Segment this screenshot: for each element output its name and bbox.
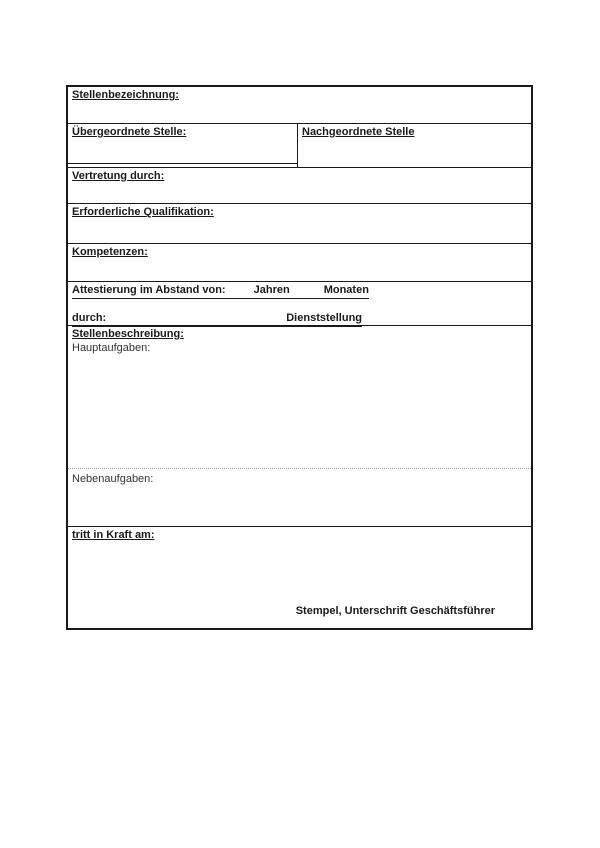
uebergeordnete-label: Übergeordnete Stelle:: [72, 126, 187, 138]
dienststellung-label: Dienststellung: [286, 312, 363, 324]
durch-blank[interactable]: [106, 315, 286, 325]
stellenbeschreibung-label: Stellenbeschreibung:: [72, 328, 184, 340]
durch-line: [72, 312, 362, 327]
attestierung-label: Attestierung im Abstand von:: [72, 284, 226, 296]
inkraft-label: tritt in Kraft am:: [72, 529, 155, 541]
qualifikation-field[interactable]: [72, 219, 527, 243]
hauptaufgaben-field[interactable]: [68, 354, 531, 466]
nebenaufgaben-field[interactable]: [68, 486, 531, 526]
kompetenzen-label: Kompetenzen:: [72, 246, 148, 258]
nachgeordnete-label: Nachgeordnete Stelle: [302, 126, 415, 138]
stellenbezeichnung-field[interactable]: [72, 102, 527, 123]
row-attestierung: [68, 282, 531, 326]
monate-blank[interactable]: [290, 287, 324, 297]
job-description-form: [66, 85, 533, 630]
uebergeordnete-cell: [68, 124, 298, 167]
nebenaufgaben-label: Nebenaufgaben:: [72, 473, 154, 485]
stellenbezeichnung-label: Stellenbezeichnung:: [72, 89, 179, 101]
uebergeordnete-field[interactable]: [72, 139, 293, 167]
row-stellenbezeichnung: [68, 87, 531, 124]
signature-label: Stempel, Unterschrift Geschäftsführer: [295, 605, 495, 617]
vertretung-field[interactable]: [72, 183, 527, 203]
vertretung-label: Vertretung durch:: [72, 170, 165, 182]
attestierung-line: [72, 284, 369, 299]
row-vertretung: [68, 168, 531, 204]
nachgeordnete-cell: [298, 124, 531, 167]
kompetenzen-field[interactable]: [72, 259, 527, 281]
row-stellenbeschreibung: [68, 326, 531, 527]
row-stellen: [68, 124, 531, 168]
row-inkraft: [68, 527, 531, 628]
inkraft-field[interactable]: [68, 543, 531, 604]
hauptaufgaben-label: Hauptaufgaben:: [72, 342, 151, 354]
qualifikation-label: Erforderliche Qualifikation:: [72, 206, 214, 218]
monaten-label: Monaten: [323, 284, 369, 296]
row-kompetenzen: [68, 244, 531, 282]
row-qualifikation: [68, 204, 531, 244]
aufgaben-divider: [68, 468, 531, 469]
jahren-label: Jahren: [253, 284, 290, 296]
durch-label: durch:: [72, 312, 107, 324]
jahre-blank[interactable]: [226, 287, 254, 297]
nachgeordnete-field[interactable]: [302, 139, 527, 167]
